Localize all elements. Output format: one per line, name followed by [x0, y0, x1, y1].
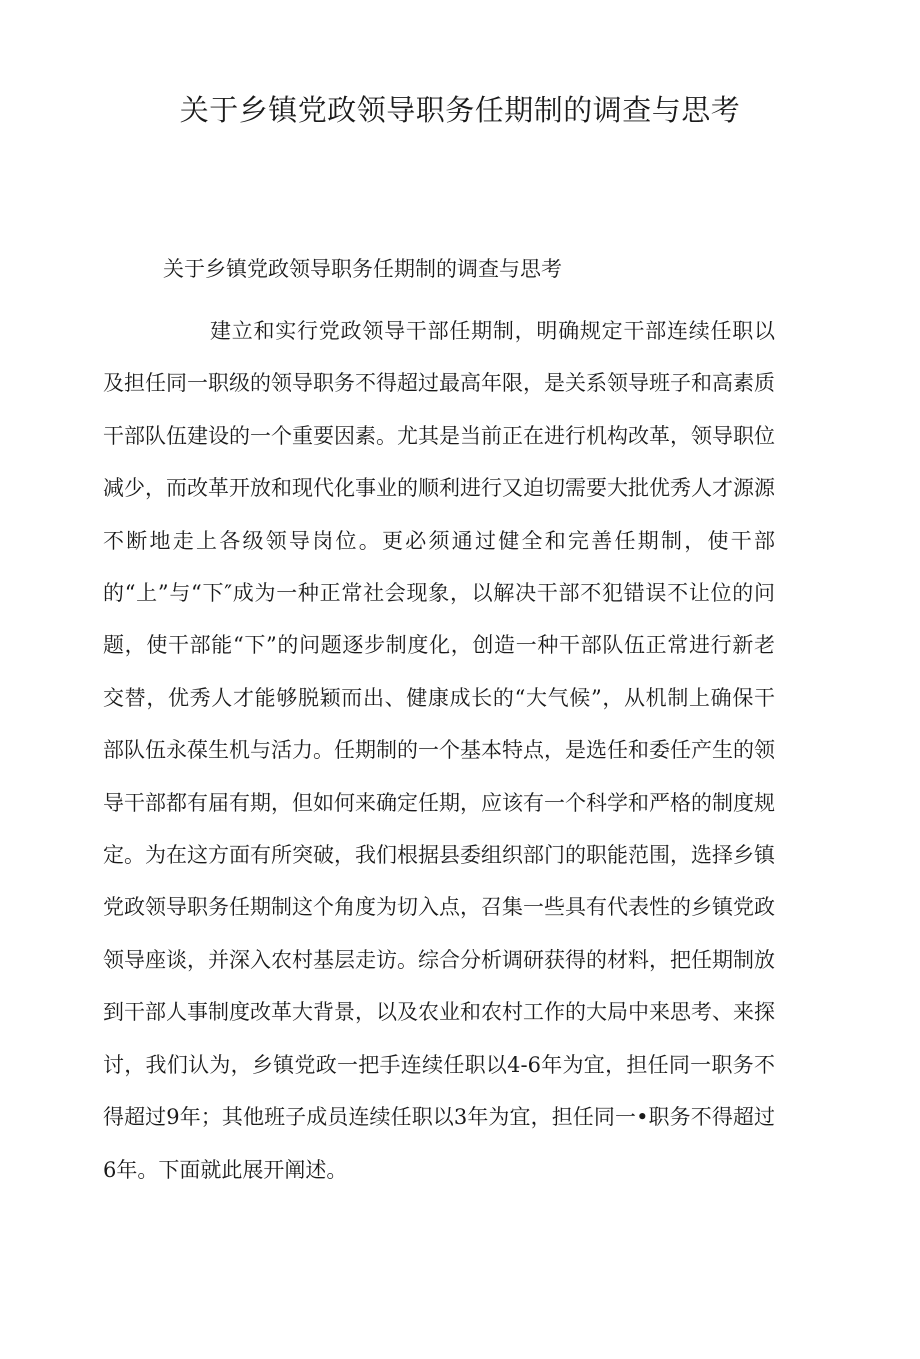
body-paragraph: 建立和实行党政领导干部任期制，明确规定干部连续任职以及担任同一职级的领导职务不得超过最高年限，是关系领导班子和高素质干部队伍建设的一个重要因素。尤其是当前正在进行机构改革，领导职位减少，而改革开放和现代化事业的顺利进行又迫切需要大批优秀人才源源不断地走上各级领导岗位。更必须通过健全和完善任期制，使干部的“上”与“下″成为一种正常社会现象，以解决干部不犯错误不让位的问题，使干部能“下”的问题逐步制度化，创造一种干部队伍正常进行新老交替，优秀人才能够脱颖而出、健康成长的“大气候”，从机制上确保干部队伍永葆生机与活力。任期制的一个基本特点，是选任和委任产生的领导干部都有届有期，但如何来确定任期，应该有一个科学和严格的制度规定。为在这方面有所突破，我们根据县委组织部门的职能范围，选择乡镇党政领导职务任期制这个角度为切入点，召集一些具有代表性的乡镇党政领导座谈，并深入农村基层走访。综合分析调研获得的材料，把任期制放到干部人事制度改革大背景，以及农业和农村工作的大局中来思考、来探讨，我们认为，乡镇党政一把手连续任职以4-6年为宜，担任同一职务不得超过9年；其他班子成员连续任职以3年为宜，担任同一•职务不得超过6年。下面就此展开阐述。 [103, 319, 775, 1182]
document-subtitle: 关于乡镇党政领导职务任期制的调查与思考 [163, 257, 562, 281]
document-title: 关于乡镇党政领导职务任期制的调查与思考 [179, 93, 741, 127]
